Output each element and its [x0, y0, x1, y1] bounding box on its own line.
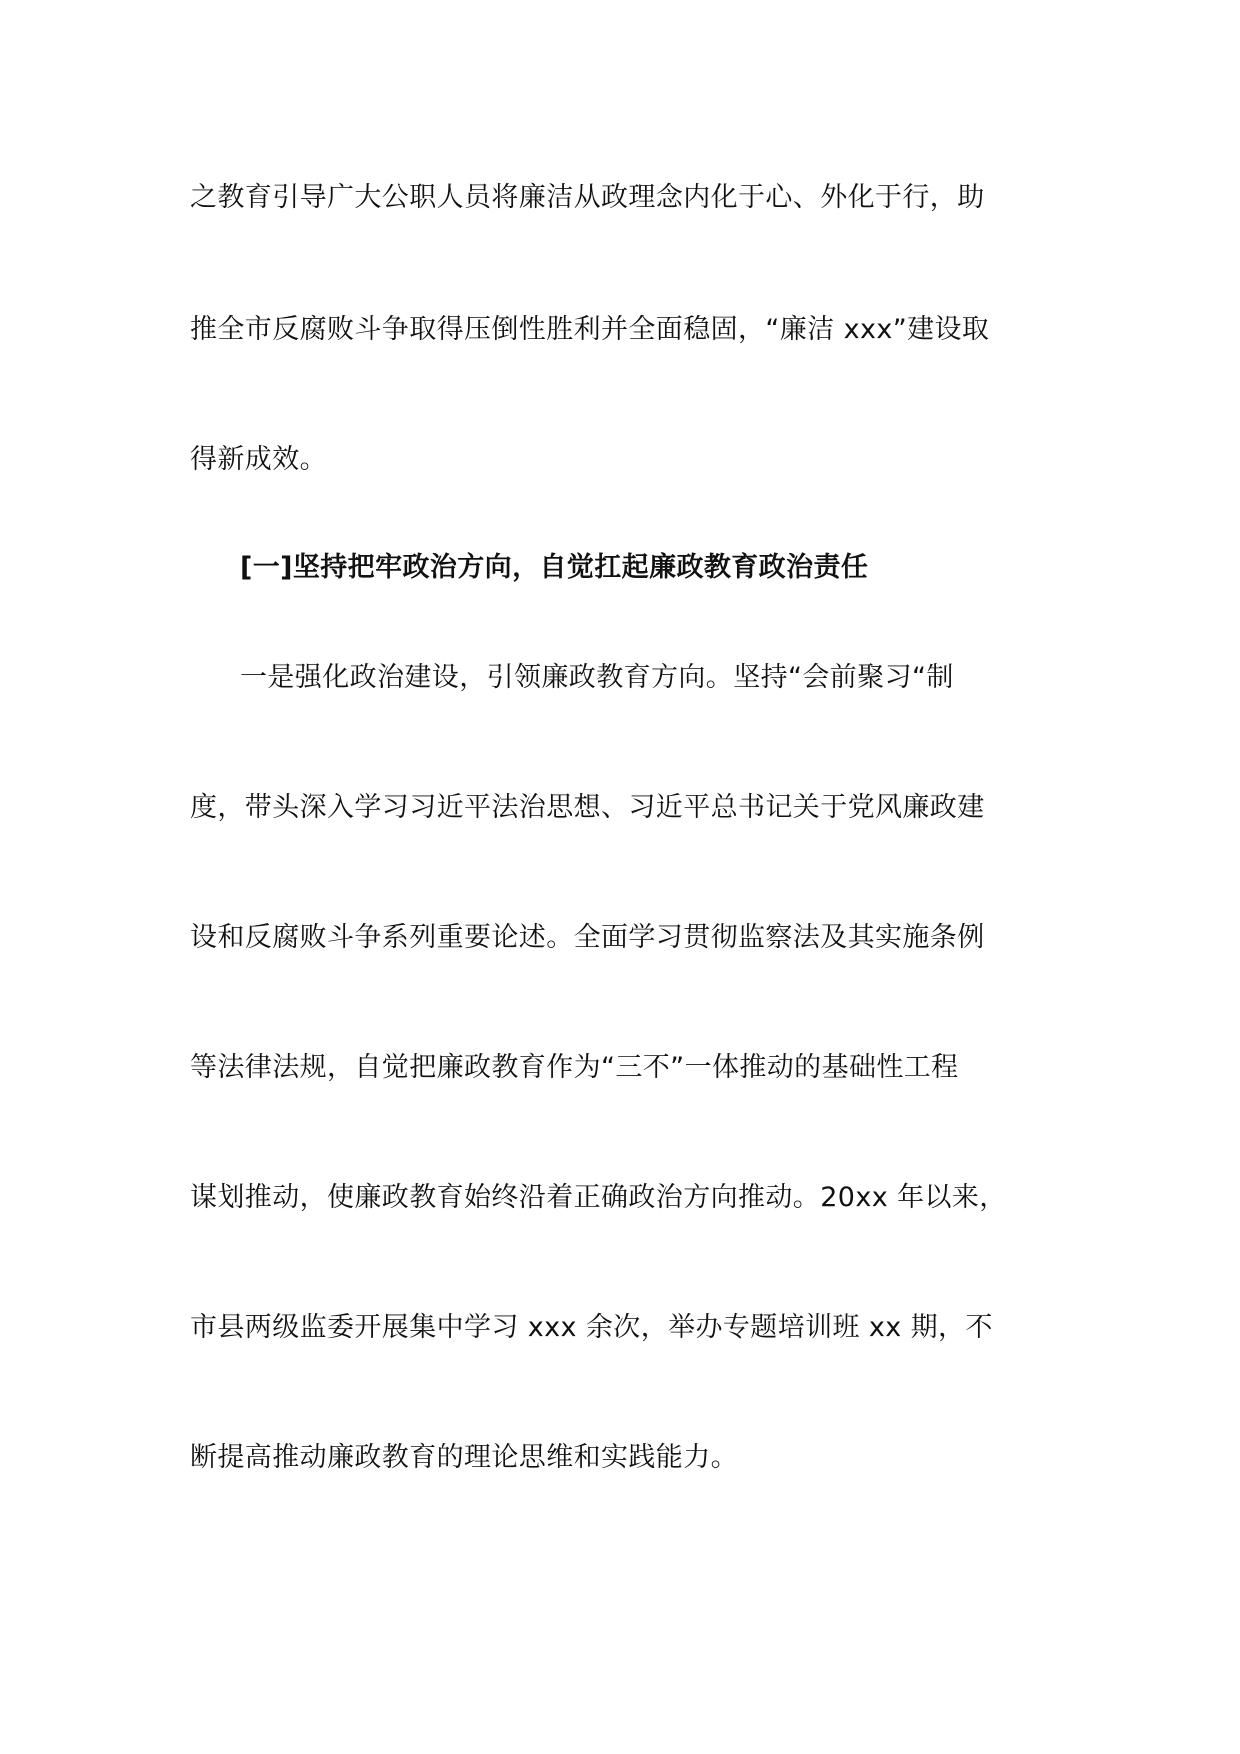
paragraph-line-4: 一是强化政治建设，引领廉政教育方向。坚持“会前聚习“制: [240, 662, 954, 693]
paragraph-line-6: 设和反腐败斗争系列重要论述。全面学习贯彻监察法及其实施条例: [190, 922, 985, 953]
paragraph-line-7: 等法律法规，自觉把廉政教育作为“三不”一体推动的基础性工程: [190, 1052, 959, 1083]
paragraph-line-2: 推全市反腐败斗争取得压倒性胜利并全面稳固，“廉洁 xxx”建设取: [190, 314, 990, 345]
paragraph-line-10: 断提高推动廉政教育的理论思维和实践能力。: [190, 1442, 738, 1473]
paragraph-line-8: 谋划推动，使廉政教育始终沿着正确政治方向推动。20xx 年以来，: [190, 1182, 1007, 1213]
paragraph-line-1: 之教育引导广大公职人员将廉洁从政理念内化于心、外化于行，助: [190, 182, 985, 213]
paragraph-line-3: 得新成效。: [190, 444, 327, 475]
section-heading: [一]坚持把牢政治方向，自觉扛起廉政教育政治责任: [240, 552, 869, 583]
paragraph-line-5: 度，带头深入学习习近平法治思想、习近平总书记关于党风廉政建: [190, 792, 985, 823]
paragraph-line-9: 市县两级监委开展集中学习 xxx 余次，举办专题培训班 xx 期，不: [190, 1312, 993, 1343]
